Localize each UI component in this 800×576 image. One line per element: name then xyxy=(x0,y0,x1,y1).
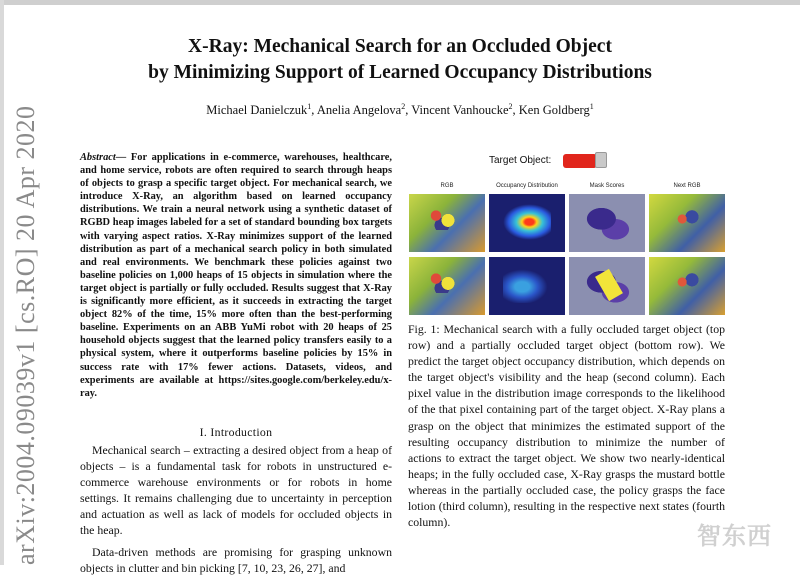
title-line-1: X-Ray: Mechanical Search for an Occluded Object xyxy=(188,36,612,57)
author-affiliation: 2 xyxy=(401,101,406,111)
section-heading: I. Introduction xyxy=(199,425,273,439)
lighter-image xyxy=(563,152,607,168)
author-affiliation: 2 xyxy=(508,101,513,111)
author-name: Vincent Vanhoucke xyxy=(411,103,509,117)
column-label-next-rgb: Next RGB xyxy=(673,183,701,189)
column-label-mask-scores: Mask Scores xyxy=(589,183,625,189)
abstract xyxy=(80,151,392,400)
occupancy-image-top xyxy=(489,194,565,252)
paper-title xyxy=(80,34,720,86)
mask-scores-image-top xyxy=(569,194,645,252)
column-label-occupancy: Occupancy Distribution xyxy=(496,183,558,189)
title-line-2: by Minimizing Support of Learned Occupancy Distributions xyxy=(148,62,652,83)
author-name: Anelia Angelova xyxy=(316,103,402,117)
intro-paragraph-2: Data-driven methods are promising for grasping unknown objects in clutter and bin picking [7, 10, 23, 26, 27], and xyxy=(80,544,392,575)
rgb-image-bottom xyxy=(409,257,485,315)
introduction-body xyxy=(80,442,392,576)
figure-caption: Fig. 1: Mechanical search with a fully occluded target object (top row) and a partially occluded target object (bottom row). We predict the target object occupancy distribution, which depends on the target object's visibility and the heap (second column). Each pixel value in the distribution image corresponds to the likelihood of the that pixel containing part of the target object. X-Ray plans a grasp on the object that minimizes the estimated support of the resulting occupancy distribution to minimize the number of actions to extract the target object. We show two nearly-identical heaps; in the fully occluded case, X-Ray grasps the mustard bottle whereas in the partially occluded case, the policy grasps the face lotion (third column), resulting in the respective next states (fourth column). xyxy=(408,322,725,530)
occupancy-image-bottom xyxy=(489,257,565,315)
abstract-label: Abstract xyxy=(80,152,116,163)
arxiv-side-stamp: arXiv:2004.09039v1 [cs.RO] 20 Apr 2020 xyxy=(11,105,40,565)
column-label-rgb: RGB xyxy=(440,183,454,189)
viewer-top-border xyxy=(0,0,800,5)
next-rgb-image-top xyxy=(649,194,725,252)
author-affiliation: 1 xyxy=(307,101,312,111)
figure-1 xyxy=(405,147,725,317)
author-name: Ken Goldberg xyxy=(518,103,590,117)
intro-paragraph-1: Mechanical search – extracting a desired object from a heap of objects – is a fundamental task for robots in unstructured e-commerce warehouse environments or for robots in home settings. It remains challenging due to uncertainty in perception and actuation as well as lack of models for occluded objects in the heap. xyxy=(80,443,392,538)
next-rgb-image-bottom xyxy=(649,257,725,315)
author-name: Michael Danielczuk xyxy=(206,103,308,117)
viewer-left-border xyxy=(0,0,4,565)
rgb-image-top xyxy=(409,194,485,252)
author-list: Michael Danielczuk$^1$, Anelia Angelova$^2$, Vincent Vanhoucke$^2$, Ken Goldberg$^1$ xyxy=(206,101,594,117)
target-object-label: Target Object: xyxy=(489,154,552,166)
mask-scores-image-bottom xyxy=(569,257,645,315)
abstract-text: — For applications in e-commerce, warehouses, healthcare, and home service, robots are often required to search through heaps of objects to grasp a specific target object. For mechanical search, we introduce X-Ray, an algorithm based on learned occupancy distributions. We train a neural network using a synthetic dataset of RGBD heap images labeled for a set of standard bounding box targets with varying aspect ratios. X-Ray minimizes support of the learned distribution as part of a mechanical search policy in both simulated and real environments. We benchmark these policies against two baseline policies on 1,000 heaps of 15 objects in simulation where the target object is partially or fully occluded. Results suggest that X-Ray is significantly more efficient, as it succeeds in extracting the target object 82% of the time, 15% more often than the best-performing baseline. Experiments on an ABB YuMi robot with 20 heaps of 25 household objects suggest that the learned policy transfers easily to a physical system, where it outperforms baseline policies by 15% in success rate with 17% fewer actions. Datasets, videos, and experiments are available at https://sites.google.com/berkeley.edu/x-ray. xyxy=(80,152,392,399)
target-object-row xyxy=(489,150,607,170)
watermark-logo: 智东西 xyxy=(697,522,772,550)
author-affiliation: 1 xyxy=(589,101,594,111)
